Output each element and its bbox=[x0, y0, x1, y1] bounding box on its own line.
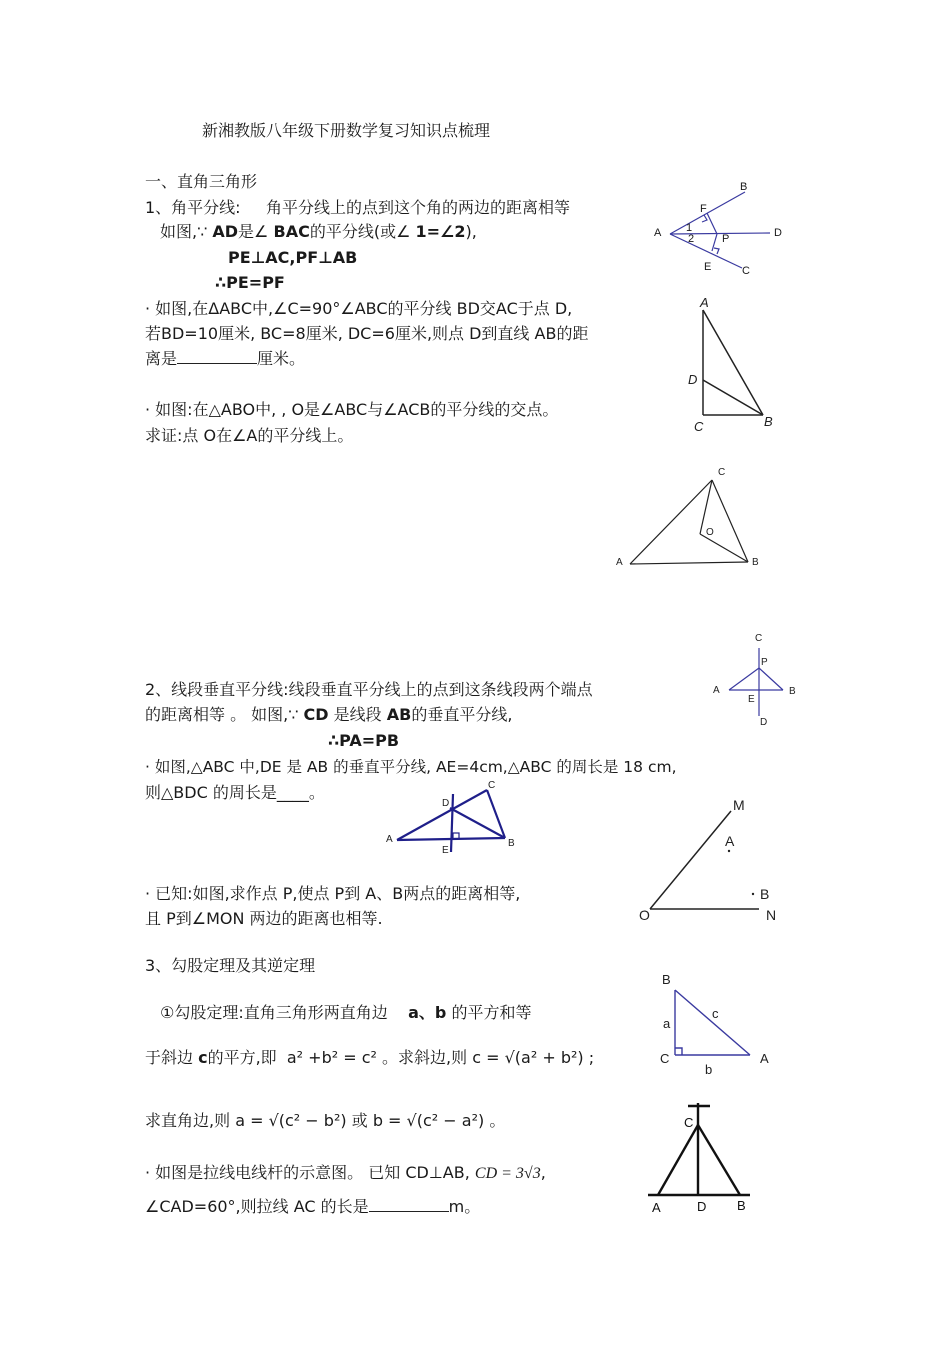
proof-text: 1=∠2 bbox=[415, 222, 466, 241]
section3-heading: 3、勾股定理及其逆定理 bbox=[145, 956, 316, 975]
figure-label: A bbox=[700, 295, 709, 310]
question3-line2: 则△BDC 的周长是____。 bbox=[145, 783, 325, 802]
formula-hypotenuse: c = √(a² + b²) bbox=[472, 1048, 584, 1067]
figure-label: E bbox=[748, 694, 755, 705]
sub2-text: 的垂直平分线, bbox=[411, 705, 513, 724]
proof-text: BAC bbox=[273, 222, 310, 241]
q5-text: ∠CAD=60°,则拉线 AC 的长是 bbox=[145, 1197, 369, 1216]
figure-label: C bbox=[660, 1051, 670, 1066]
thm-text: 。 bbox=[489, 1111, 506, 1130]
question3-line1: · 如图,△ABC 中,DE 是 AB 的垂直平分线, AE=4cm,△ABC 的周长是 18 cm, bbox=[145, 758, 677, 776]
angle-bisector-proof-line3: ∴PE=PF bbox=[215, 273, 285, 292]
figure-label: 2 bbox=[688, 233, 695, 245]
sub2-text: 的距离相等 。 如图,∵ bbox=[145, 705, 299, 724]
proof-text: AD bbox=[212, 222, 239, 241]
figure-label: A bbox=[616, 557, 623, 568]
figure-label: D bbox=[442, 798, 450, 809]
q1-text: 离是 bbox=[145, 349, 178, 368]
figure-label: E bbox=[704, 261, 712, 273]
figure-label: B bbox=[752, 557, 759, 568]
question1-line2: 若BD=10厘米, BC=8厘米, DC=6厘米,则点 D到直线 AB的距 bbox=[145, 324, 589, 343]
figure-label: E bbox=[442, 845, 449, 856]
figure-label: C bbox=[755, 633, 763, 644]
thm-text: 的平方,即 bbox=[207, 1048, 277, 1067]
figure-label: O bbox=[639, 907, 650, 923]
angle-bisector-proof-line2: PE⊥AC,PF⊥AB bbox=[228, 248, 358, 267]
thm-text: 求直角边,则 bbox=[145, 1111, 231, 1130]
thm-text: 于斜边 bbox=[145, 1048, 194, 1067]
answer-blank[interactable] bbox=[369, 1197, 449, 1212]
proof-text: 是∠ bbox=[238, 222, 269, 241]
thm-text: 。求斜边,则 bbox=[382, 1048, 468, 1067]
pythagoras-triangle-figure bbox=[655, 970, 775, 1080]
figure-label: B bbox=[662, 972, 671, 987]
figure-label: B bbox=[740, 181, 748, 193]
question2-line2: 求证:点 O在∠A的平分线上。 bbox=[145, 426, 354, 445]
figure-label: D bbox=[760, 717, 768, 728]
sub2-text: CD bbox=[303, 705, 329, 724]
q5-text: , bbox=[540, 1163, 546, 1182]
figure-label: B bbox=[764, 414, 773, 429]
right-triangle-bisector-figure bbox=[680, 295, 790, 435]
proof-text: 如图,∵ bbox=[160, 222, 208, 241]
angle-bisector-definition bbox=[145, 198, 570, 218]
figure-label: B bbox=[508, 838, 515, 849]
pythagoras-line2 bbox=[145, 1048, 594, 1068]
page-title: 新湘教版八年级下册数学复习知识点梳理 bbox=[202, 121, 491, 140]
q5-text: · 如图是拉线电线杆的示意图。 已知 CD⊥AB, bbox=[145, 1163, 470, 1182]
utility-pole-figure bbox=[640, 1095, 760, 1220]
formula-leg-a: a = √(c² − b²) bbox=[235, 1111, 347, 1130]
figure-label: M bbox=[733, 797, 745, 813]
question4-line2: 且 P到∠MON 两边的距离也相等. bbox=[145, 909, 383, 928]
figure-label: N bbox=[766, 907, 777, 923]
proof-text: 的平分线(或∠ bbox=[309, 222, 411, 241]
figure-label: A bbox=[725, 833, 735, 849]
angle-bisector-figure bbox=[650, 178, 790, 278]
question2-line1: · 如图:在△ABO中, , O是∠ABC与∠ACB的平分线的交点。 bbox=[145, 400, 559, 419]
question4-line1: · 已知:如图,求作点 P,使点 P到 A、B两点的距离相等, bbox=[145, 884, 521, 903]
figure-label: A bbox=[652, 1200, 661, 1215]
figure-label: 1 bbox=[686, 222, 693, 234]
figure-label: B bbox=[789, 686, 796, 697]
figure-label: F bbox=[700, 203, 707, 215]
thm-text: a、b bbox=[408, 1003, 447, 1022]
question5-line1 bbox=[145, 1163, 546, 1184]
figure-label: A bbox=[654, 227, 662, 239]
figure-label: C bbox=[718, 467, 726, 478]
figure-label: B bbox=[760, 886, 770, 902]
thm-text: c bbox=[198, 1048, 208, 1067]
sub2-text: AB bbox=[386, 705, 412, 724]
figure-label: A bbox=[386, 834, 393, 845]
sub2-text: 是线段 bbox=[333, 705, 382, 724]
figure-label: a bbox=[663, 1016, 671, 1031]
figure-label: C bbox=[694, 419, 704, 434]
section1-heading: 一、直角三角形 bbox=[145, 172, 258, 191]
figure-label: D bbox=[697, 1199, 707, 1214]
angle-mon-figure bbox=[635, 793, 785, 928]
figure-label: C bbox=[684, 1115, 694, 1130]
perp-bisector-line2 bbox=[145, 705, 512, 725]
thm-text: 的平方和等 bbox=[451, 1003, 532, 1022]
question1-line1: · 如图,在ΔABC中,∠C=90°∠ABC的平分线 BD交AC于点 D, bbox=[145, 299, 573, 318]
formula-leg-b: b = √(c² − a²) bbox=[372, 1111, 485, 1130]
figure-label: O bbox=[706, 527, 714, 538]
thm-text: ; bbox=[588, 1048, 595, 1067]
figure-label: A bbox=[760, 1051, 769, 1066]
figure-label: P bbox=[761, 657, 768, 668]
figure-label: D bbox=[774, 227, 782, 239]
figure-label: C bbox=[488, 780, 496, 791]
q1-text: 厘米。 bbox=[257, 349, 306, 368]
perp-bisector-conclusion: ∴PA=PB bbox=[328, 731, 400, 750]
question5-line2 bbox=[145, 1197, 480, 1217]
pythagoras-line3 bbox=[145, 1111, 505, 1131]
sub1-number: 1、角平分线: bbox=[145, 198, 241, 217]
figure-label: B bbox=[737, 1198, 746, 1213]
pythagoras-line1 bbox=[160, 1003, 531, 1023]
figure-label: P bbox=[722, 233, 730, 245]
sub1-text: 角平分线上的点到这个角的两边的距离相等 bbox=[266, 198, 571, 217]
figure-label: A bbox=[713, 685, 720, 696]
answer-blank[interactable] bbox=[177, 349, 257, 364]
figure-label: C bbox=[742, 265, 750, 277]
figure-label: D bbox=[688, 372, 698, 387]
triangle-perp-bisector-figure bbox=[380, 778, 520, 858]
formula-sum-squares: a² +b² = c² bbox=[286, 1048, 377, 1067]
question1-line3 bbox=[145, 349, 305, 369]
angle-bisector-proof-line1 bbox=[160, 222, 477, 242]
cd-value: CD = 3√3 bbox=[474, 1165, 541, 1182]
proof-text: ), bbox=[465, 222, 477, 241]
thm-text: ①勾股定理:直角三角形两直角边 bbox=[160, 1003, 388, 1022]
figure-label: c bbox=[712, 1006, 719, 1021]
perp-bisector-line1: 2、线段垂直平分线:线段垂直平分线上的点到这条线段两个端点 bbox=[145, 680, 593, 699]
perpendicular-bisector-figure bbox=[705, 630, 805, 730]
figure-label: b bbox=[705, 1062, 713, 1077]
triangle-incenter-figure bbox=[610, 462, 770, 572]
q5-text: m。 bbox=[448, 1197, 481, 1216]
thm-text: 或 bbox=[351, 1111, 368, 1130]
